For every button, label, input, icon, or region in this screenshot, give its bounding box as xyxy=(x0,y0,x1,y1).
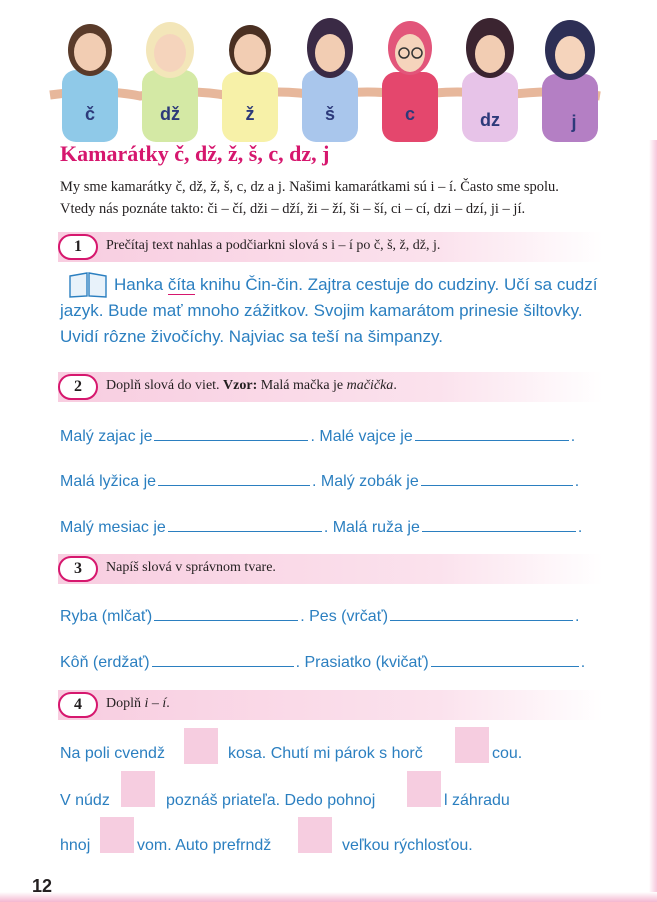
exercise-3-row-2 xyxy=(60,653,585,672)
girl-1 xyxy=(62,24,118,142)
page-number: 12 xyxy=(32,876,53,896)
ex2-row1-end: . xyxy=(570,428,576,445)
exercise-2-row-3 xyxy=(60,518,582,537)
girl-7 xyxy=(542,20,598,142)
letter-c-caron: č xyxy=(84,104,96,124)
ex2-row3-right: . Malá ruža je xyxy=(323,519,420,536)
page-title: Kamarátky č, dž, ž, š, c, dz, j xyxy=(60,141,330,166)
ex2-row2-right: . Malý zobák je xyxy=(312,473,419,490)
exercise-3-header xyxy=(58,554,603,584)
ex3-row1-right: . Pes (vrčať) xyxy=(300,608,389,625)
ex4-line1-c: cou. xyxy=(492,745,523,762)
girl-2 xyxy=(142,22,198,142)
ex2-row3-blank-1[interactable] xyxy=(168,518,322,532)
ex4-line3-b: vom. Auto prefrndž xyxy=(137,837,272,854)
exercise-2-row-1 xyxy=(60,427,575,446)
fill-box-3[interactable] xyxy=(121,771,155,807)
ex4-line2-c: l záhradu xyxy=(444,792,510,809)
exercise-2-instruction-prefix: Doplň slová do viet. xyxy=(106,378,224,393)
intro-line-2: Vtedy nás poznáte takto: či – čí, dži – dží, ži – ží, ši – ší, ci – cí, dzi – dzí, ji – jí. xyxy=(60,201,526,217)
ex4-line2-a: V núdz xyxy=(60,792,110,809)
ex2-row2-end: . xyxy=(574,473,580,490)
letter-dz-caron: dž xyxy=(160,104,180,124)
girls-illustration xyxy=(40,0,630,142)
ex4-line3-a: hnoj xyxy=(60,837,91,854)
ex2-row3-end: . xyxy=(577,519,583,536)
exercise-4-instruction xyxy=(106,696,170,712)
fill-box-4[interactable] xyxy=(407,771,441,807)
exercise-1-header xyxy=(58,232,603,262)
exercise-3-instruction: Napíš slová v správnom tvare. xyxy=(106,560,276,575)
fill-box-5[interactable] xyxy=(100,817,134,853)
exercise-4-header xyxy=(58,690,603,720)
fill-box-1[interactable] xyxy=(184,728,218,764)
ex4-line3-c: veľkou rýchlosťou. xyxy=(342,837,473,854)
exercise-1-story xyxy=(60,272,620,350)
ex2-row1-left: Malý zajac je xyxy=(60,428,153,445)
ex2-row1-blank-1[interactable] xyxy=(154,427,308,441)
ex2-row2-blank-2[interactable] xyxy=(421,472,573,486)
ex2-row2-blank-1[interactable] xyxy=(158,472,310,486)
ex2-row3-left: Malý mesiac je xyxy=(60,519,166,536)
ex4-line1-b: kosa. Chutí mi párok s horč xyxy=(228,745,423,762)
exercise-2-header xyxy=(58,372,603,402)
ex2-row1-right: . Malé vajce je xyxy=(310,428,413,445)
exercise-2-instruction xyxy=(106,378,397,394)
exercise-1-instruction: Prečítaj text nahlas a podčiarkni slová s i – í po č, š, ž, dž, j. xyxy=(106,238,441,253)
fill-box-2[interactable] xyxy=(455,727,489,763)
ex3-row1-left: Ryba (mlčať) xyxy=(60,608,153,625)
letter-z-caron: ž xyxy=(245,104,255,124)
ex3-row2-right: . Prasiatko (kvičať) xyxy=(295,654,429,671)
letter-s-caron: š xyxy=(324,104,336,124)
story-rest: knihu Čin-čin. Zajtra cestuje do cudziny. Učí sa cudzí jazyk. Bude mať mnoho zážitkov. Svojim kamarátom prinesie šiltovky. Uvidí rôzne živočíchy. Najviac sa teší na šimpanzy. xyxy=(60,275,598,346)
exercise-1-number: 1 xyxy=(58,234,98,260)
exercise-2-instruction-end: . xyxy=(393,378,397,393)
story-underlined-word[interactable]: číta xyxy=(167,275,196,294)
exercise-2-instruction-bold: Vzor: xyxy=(223,378,258,393)
ex3-row2-blank-1[interactable] xyxy=(152,653,294,667)
ex2-row1-blank-2[interactable] xyxy=(415,427,569,441)
ex4-line1-a: Na poli cvendž xyxy=(60,745,165,762)
intro-text xyxy=(60,176,620,220)
exercise-2-number: 2 xyxy=(58,374,98,400)
ex3-row1-end: . xyxy=(575,608,580,625)
exercise-2-row-2 xyxy=(60,472,579,491)
exercise-4-number: 4 xyxy=(58,692,98,718)
exercise-2-instruction-example: Malá mačka je xyxy=(257,378,347,393)
story-lead: Hanka xyxy=(114,275,168,294)
exercise-2-instruction-answer: mačička xyxy=(346,378,394,393)
exercise-3-number: 3 xyxy=(58,556,98,582)
ex3-row1-blank-1[interactable] xyxy=(154,607,298,621)
page-edge-right xyxy=(649,140,657,902)
exercise-4-instruction-prefix: Doplň xyxy=(106,696,145,711)
ex3-row2-end: . xyxy=(580,654,586,671)
girl-3 xyxy=(222,25,278,142)
ex2-row2-left: Malá lyžica je xyxy=(60,473,157,490)
ex3-row2-blank-2[interactable] xyxy=(431,653,579,667)
ex4-line2-b: poznáš priateľa. Dedo pohnoj xyxy=(166,792,376,809)
letter-j: j xyxy=(571,112,577,132)
exercise-3-row-1 xyxy=(60,607,579,626)
exercise-4-instruction-italic: i – í xyxy=(144,696,167,711)
ex2-row3-blank-2[interactable] xyxy=(422,518,576,532)
exercise-4-instruction-end: . xyxy=(166,696,170,711)
letter-c: c xyxy=(404,104,416,124)
page-edge-bottom xyxy=(0,892,657,902)
intro-line-1: My sme kamarátky č, dž, ž, š, c, dz a j. Našimi kamarátkami sú i – í. Často sme spolu. xyxy=(60,179,559,195)
fill-box-6[interactable] xyxy=(298,817,332,853)
ex3-row1-blank-2[interactable] xyxy=(390,607,573,621)
letter-dz: dz xyxy=(480,110,500,130)
ex3-row2-left: Kôň (erdžať) xyxy=(60,654,150,671)
